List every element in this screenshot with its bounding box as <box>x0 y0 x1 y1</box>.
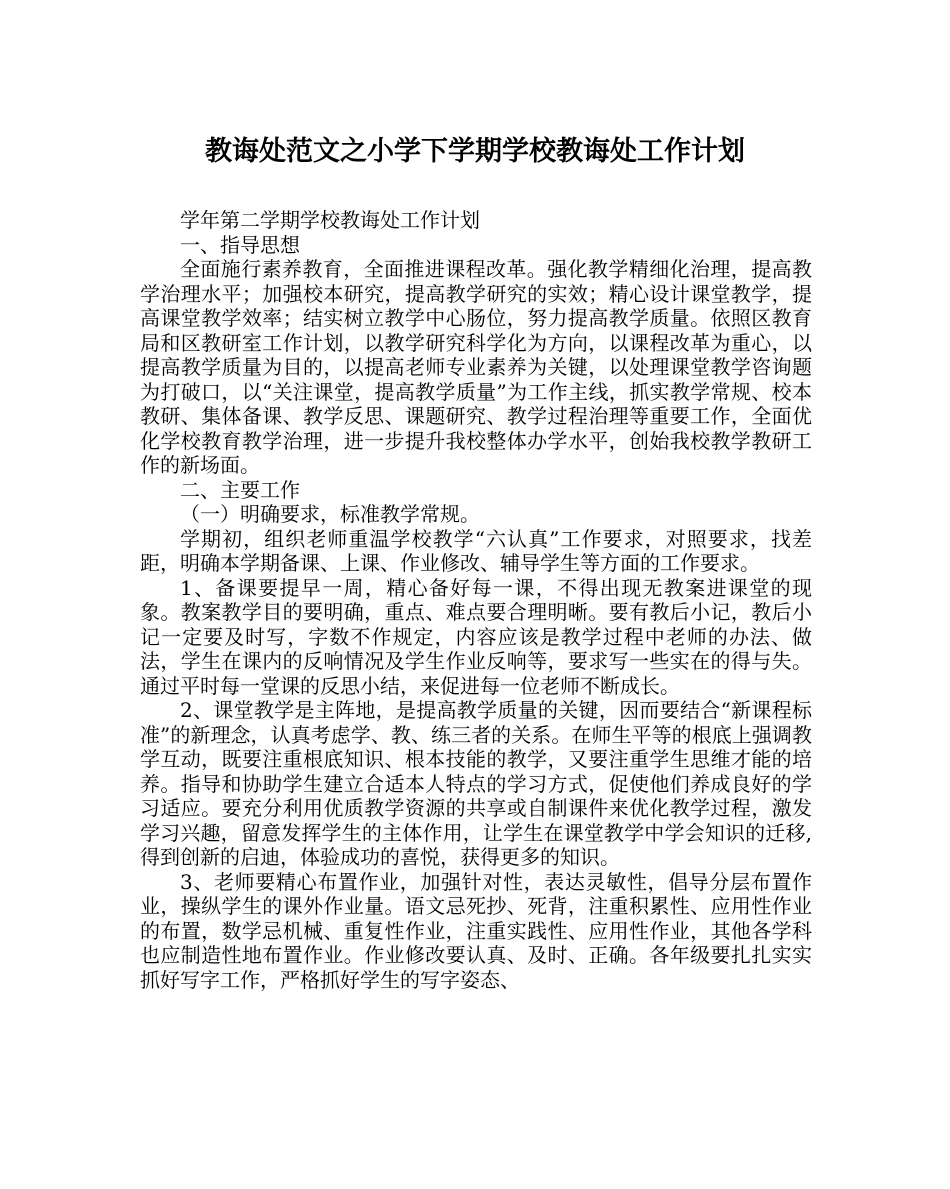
subsection-heading-teaching-routine: （一）明确要求，标准教学常规。 <box>180 502 480 526</box>
document-body <box>140 208 812 992</box>
paragraph-semester-start: 学期初，组织老师重温学校教学“六认真”工作要求，对照要求，找差距，明确本学期备课、上课、作业修改、辅导学生等方面的工作要求。 <box>140 526 812 575</box>
paragraph-item-1-lesson-prep: 1、备课要提早一周，精心备好每一课，不得出现无教案进课堂的现象。教案教学目的要明确，重点、难点要合理明晰。要有教后小记，教后小记一定要及时写，字数不作规定，内容应该是教学过程中老师的办法、做法，学生在课内的反响情况及学生作业反响等，要求写一些实在的得与失。通过平时每一堂课的反思小结，来促进每一位老师不断成长。 <box>140 575 812 698</box>
paragraph-item-2-classroom-teaching: 2、课堂教学是主阵地，是提高教学质量的关键，因而要结合“新课程标准”的新理念，认真考虑学、教、练三者的关系。在师生平等的根底上强调教学互动，既要注重根底知识、根本技能的教学，又要注重学生思维才能的培养。指导和协助学生建立合适本人特点的学习方式，促使他们养成良好的学习适应。要充分利用优质教学资源的共享或自制课件来优化教学过程，激发学习兴趣，留意发挥学生的主体作用，让学生在课堂教学中学会知识的迁移,得到创新的启迪，体验成功的喜悦，获得更多的知识。 <box>140 698 812 869</box>
document-title: 教诲处范文之小学下学期学校教诲处工作计划 <box>205 136 745 167</box>
section-heading-main-work: 二、主要工作 <box>180 477 300 502</box>
paragraph-guiding-ideology: 全面施行素养教育，全面推进课程改革。强化教学精细化治理，提高教学治理水平；加强校本研究，提高教学研究的实效；精心设计课堂教学，提高课堂教学效率；结实树立教学中心肠位，努力提高教学质量。依照区教育局和区教研室工作计划，以教学研究科学化为方向，以课程改革为重心，以提高教学质量为目的，以提高老师专业素养为关键，以处理课堂教学咨询题为打破口，以“关注课堂，提高教学质量”为工作主线，抓实教学常规、校本教研、集体备课、教学反思、课题研究、教学过程治理等重要工作，全面优化学校教育教学治理，进一步提升我校整体办学水平，创始我校教学教研工作的新场面。 <box>140 257 812 477</box>
subtitle-paragraph: 学年第二学期学校教诲处工作计划 <box>180 208 480 232</box>
paragraph-item-3-homework: 3、老师要精心布置作业，加强针对性，表达灵敏性，倡导分层布置作业，操纵学生的课外作业量。语文忌死抄、死背，注重积累性、应用性作业的布置，数学忌机械、重复性作业，注重实践性、应用性作业，其他各学科也应制造性地布置作业。作业修改要认真、及时、正确。各年级要扎扎实实抓好写字工作，严格抓好学生的写字姿态、 <box>140 869 812 992</box>
section-heading-guiding-ideology: 一、指导思想 <box>180 232 300 257</box>
